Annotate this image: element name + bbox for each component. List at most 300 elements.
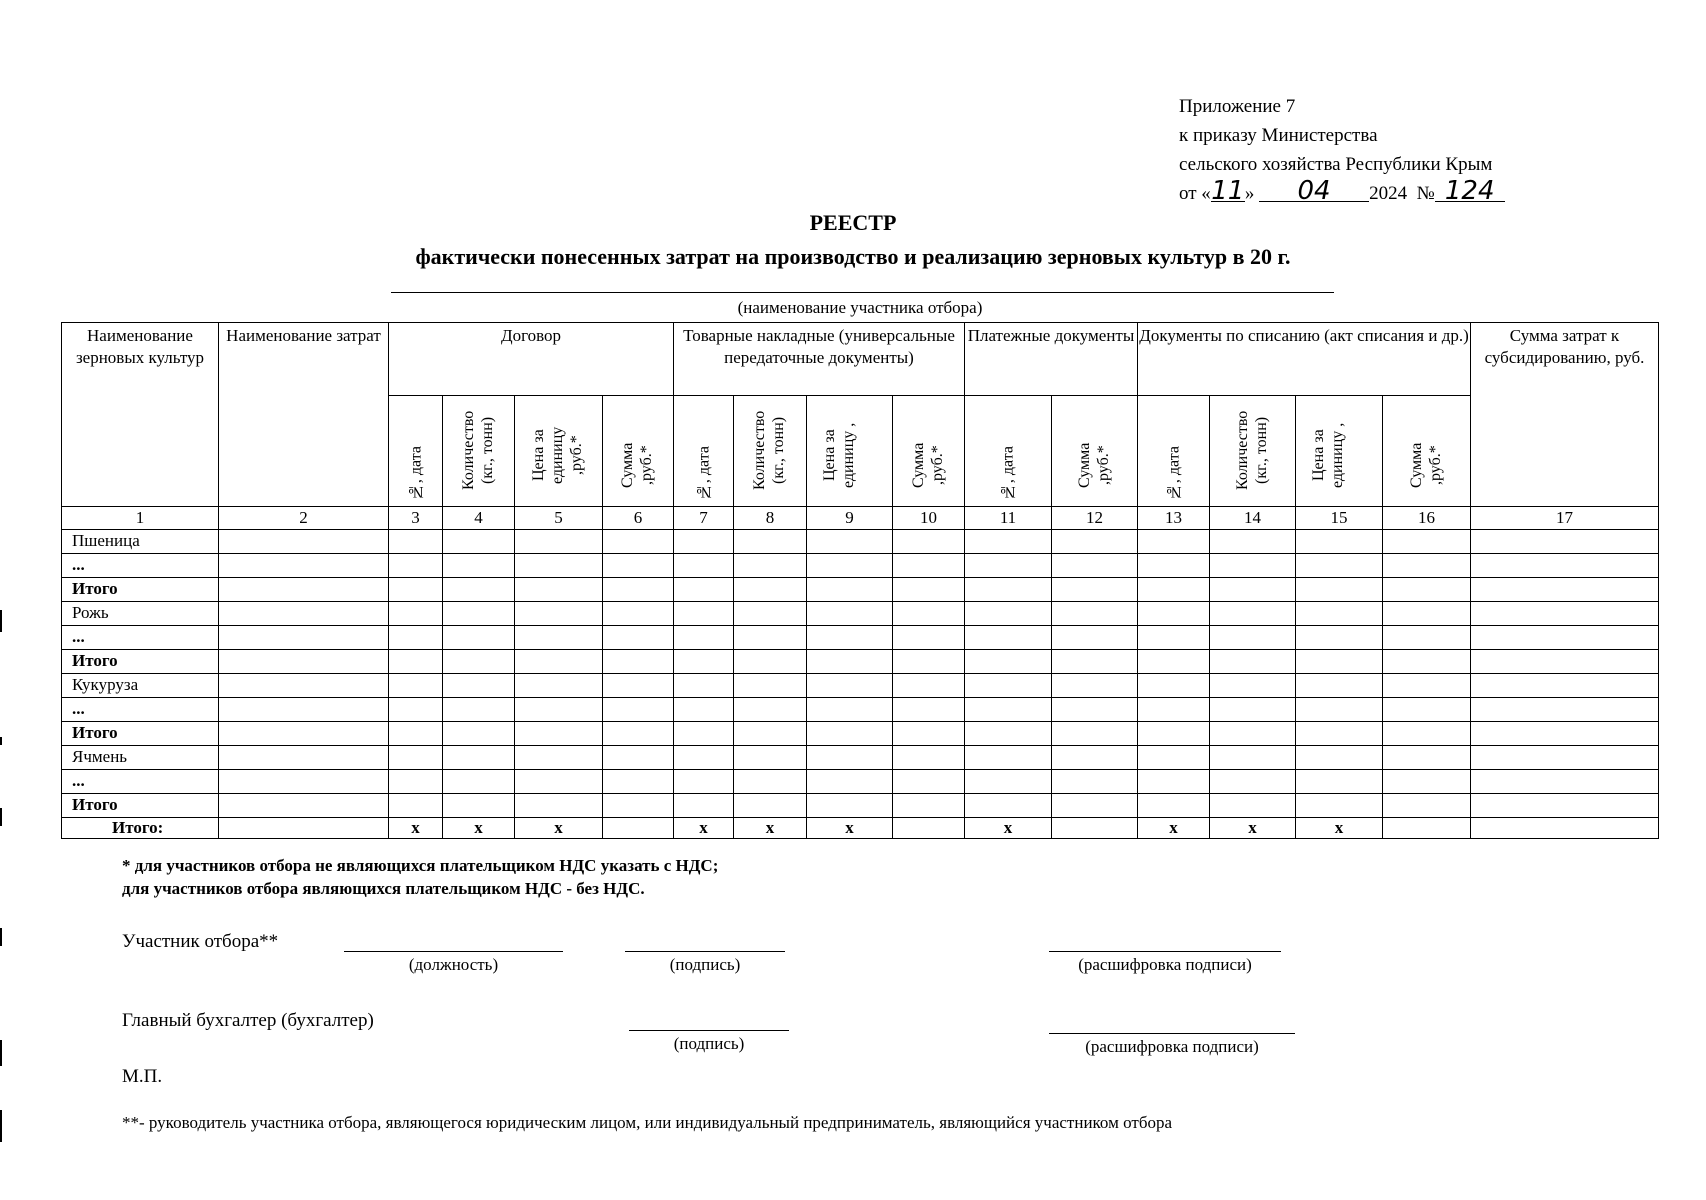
total-cell[interactable]: x [734,818,807,839]
table-cell[interactable] [734,650,807,674]
table-cell[interactable] [965,746,1052,770]
total-row [62,818,1659,839]
table-cell[interactable] [1138,674,1210,698]
table-cell[interactable] [674,698,734,722]
column-number: 10 [893,507,965,530]
handwritten-number: 124 [1435,181,1505,202]
table-row [62,602,1659,626]
table-cell[interactable] [1138,578,1210,602]
table-cell[interactable] [893,530,965,554]
table-cell[interactable] [389,554,443,578]
position-line [344,951,563,952]
table-cell[interactable] [1296,578,1383,602]
subheader-c15: Цена за единицу , [1310,422,1346,488]
vat-note-2: для участников отбора являющихся плательщиком НДС - без НДС. [122,879,645,898]
total-cell[interactable] [1383,818,1471,839]
table-cell[interactable] [734,770,807,794]
table-cell[interactable] [389,770,443,794]
table-cell[interactable] [443,722,515,746]
table-row [62,530,1659,554]
accountant-signature-caption: (подпись) [673,1034,745,1053]
table-cell[interactable] [1471,554,1659,578]
handwritten-day: 11 [1211,176,1245,206]
table-cell[interactable] [219,626,389,650]
table-cell[interactable] [1471,746,1659,770]
table-cell[interactable] [389,626,443,650]
total-cell[interactable]: x [1296,818,1383,839]
table-cell[interactable] [515,674,603,698]
decode-line [1049,951,1281,952]
column-number: 5 [515,507,603,530]
header-invoices: Товарные накладные (универсальные передаточные документы) [674,323,965,396]
table-cell[interactable] [1471,794,1659,818]
total-cell[interactable]: x [443,818,515,839]
year: 2024 [1369,183,1408,204]
total-cell[interactable]: x [965,818,1052,839]
table-cell[interactable] [807,554,893,578]
appendix-block [1179,92,1505,208]
table-cell[interactable] [807,698,893,722]
table-cell[interactable] [515,722,603,746]
table-cell[interactable] [1210,770,1296,794]
table-cell[interactable] [1210,530,1296,554]
table-cell[interactable] [389,602,443,626]
total-cell[interactable]: x [1210,818,1296,839]
table-cell[interactable] [219,770,389,794]
subheader-c9: Цена за единицу , [820,422,857,488]
table-cell[interactable] [443,578,515,602]
table-cell[interactable] [515,794,603,818]
participant-name-line [391,292,1334,293]
table-cell[interactable] [1296,674,1383,698]
table-cell[interactable] [893,794,965,818]
subheader-cell [734,396,807,507]
table-cell[interactable] [1383,794,1471,818]
table-cell[interactable] [1296,554,1383,578]
table-cell[interactable] [674,602,734,626]
table-cell[interactable] [219,746,389,770]
document-title: РЕЕСТР [809,210,897,235]
subheader-c6: Сумма ,руб.* [619,442,655,488]
table-cell[interactable] [674,746,734,770]
table-cell[interactable] [515,578,603,602]
table-cell[interactable] [965,722,1052,746]
column-number: 14 [1210,507,1296,530]
table-cell[interactable] [1210,746,1296,770]
table-cell[interactable] [515,770,603,794]
table-cell[interactable] [674,554,734,578]
column-number: 12 [1052,507,1138,530]
scan-mark [0,808,2,826]
table-cell[interactable] [1296,602,1383,626]
table-cell[interactable] [443,650,515,674]
table-cell[interactable] [1471,602,1659,626]
total-cell[interactable]: x [515,818,603,839]
table-cell[interactable] [893,650,965,674]
subheader-cell [965,396,1052,507]
column-number: 2 [219,507,389,530]
table-cell[interactable] [1138,554,1210,578]
table-cell[interactable] [1052,626,1138,650]
scan-mark [0,737,2,745]
row-label: ... [62,770,219,794]
total-cell[interactable]: x [389,818,443,839]
table-cell[interactable] [1383,650,1471,674]
header-payment: Платежные документы [965,323,1138,396]
table-cell[interactable] [1052,578,1138,602]
table-cell[interactable] [674,650,734,674]
subheader-cell [893,396,965,507]
table-cell[interactable] [1210,674,1296,698]
subheader-c10: Сумма ,руб.* [909,442,946,488]
table-cell[interactable] [734,554,807,578]
table-cell[interactable] [734,626,807,650]
table-cell[interactable] [443,530,515,554]
total-cell[interactable] [219,818,389,839]
table-cell[interactable] [1138,650,1210,674]
subheader-c12: Сумма ,руб.* [1075,442,1112,488]
table-cell[interactable] [603,554,674,578]
table-cell[interactable] [674,770,734,794]
footnote: **- руководитель участника отбора, являющегося юридическим лицом, или индивидуальный предприниматель, являющийся участником отбора [122,1113,1173,1132]
table-cell[interactable] [603,578,674,602]
table-cell[interactable] [1383,530,1471,554]
table-cell[interactable] [893,746,965,770]
table-cell[interactable] [1471,674,1659,698]
table-cell[interactable] [443,626,515,650]
quote-close: » [1244,183,1255,204]
subheader-c4: Количество (кг., тонн) [459,410,496,490]
table-cell[interactable] [603,698,674,722]
table-cell[interactable] [1052,794,1138,818]
total-cell[interactable] [1052,818,1138,839]
table-cell[interactable] [1210,578,1296,602]
table-row [62,626,1659,650]
table-cell[interactable] [965,530,1052,554]
table-cell[interactable] [389,746,443,770]
table-cell[interactable] [734,746,807,770]
table-cell[interactable] [965,674,1052,698]
table-cell[interactable] [1210,554,1296,578]
table-cell[interactable] [893,554,965,578]
table-cell[interactable] [1210,626,1296,650]
column-number: 1 [62,507,219,530]
table-cell[interactable] [219,698,389,722]
table-cell[interactable] [807,602,893,626]
table-cell[interactable] [734,530,807,554]
table-cell[interactable] [1138,626,1210,650]
table-cell[interactable] [893,578,965,602]
subheader-c13: №, дата [1165,445,1182,500]
subheader-cell [1296,396,1383,507]
participant-name-caption: (наименование участника отбора) [737,298,983,317]
table-cell[interactable] [1210,602,1296,626]
table-cell[interactable] [1383,746,1471,770]
table-cell[interactable] [1296,530,1383,554]
table-cell[interactable] [1052,698,1138,722]
subheader-cell [603,396,674,507]
table-cell[interactable] [1052,602,1138,626]
column-number: 6 [603,507,674,530]
table-cell[interactable] [1471,698,1659,722]
table-cell[interactable] [443,698,515,722]
table-cell[interactable] [1052,530,1138,554]
header-sum-subsidy: Сумма затрат к субсидированию, руб. [1471,323,1659,507]
table-cell[interactable] [1296,770,1383,794]
table-cell[interactable] [1210,650,1296,674]
table-cell[interactable] [1138,530,1210,554]
table-cell[interactable] [1471,770,1659,794]
table-cell[interactable] [1471,578,1659,602]
table-cell[interactable] [389,650,443,674]
table-row [62,554,1659,578]
table-cell[interactable] [603,602,674,626]
subheader-cell [1052,396,1138,507]
table-cell[interactable] [674,530,734,554]
table-cell[interactable] [1052,770,1138,794]
table-cell[interactable] [219,674,389,698]
table-cell[interactable] [603,530,674,554]
column-number: 17 [1471,507,1659,530]
signature-line [625,951,785,952]
table-cell[interactable] [1052,650,1138,674]
table-cell[interactable] [807,530,893,554]
table-cell[interactable] [807,746,893,770]
table-cell[interactable] [515,698,603,722]
table-cell[interactable] [1383,698,1471,722]
row-label: Итого [62,578,219,602]
table-cell[interactable] [893,602,965,626]
table-cell[interactable] [603,674,674,698]
table-cell[interactable] [674,722,734,746]
subheader-c14: Количество (кг., тонн) [1233,410,1270,490]
total-cell[interactable] [603,818,674,839]
table-cell[interactable] [1210,698,1296,722]
table-cell[interactable] [603,794,674,818]
table-cell[interactable] [1296,746,1383,770]
table-cell[interactable] [965,698,1052,722]
header-crop: Наименование зерновых культур [62,323,219,507]
table-cell[interactable] [219,722,389,746]
stamp-label: М.П. [122,1066,163,1087]
table-cell[interactable] [674,674,734,698]
table-row [62,650,1659,674]
subheader-cell [389,396,443,507]
table-cell[interactable] [734,698,807,722]
table-cell[interactable] [389,578,443,602]
table-cell[interactable] [965,770,1052,794]
table-cell[interactable] [1296,698,1383,722]
table-cell[interactable] [1138,698,1210,722]
table-cell[interactable] [219,794,389,818]
subheader-cell [674,396,734,507]
table-cell[interactable] [734,674,807,698]
subheader-c16: Сумма ,руб.* [1407,442,1444,488]
table-cell[interactable] [443,674,515,698]
table-cell[interactable] [1383,554,1471,578]
table-cell[interactable] [1210,722,1296,746]
total-cell[interactable]: x [674,818,734,839]
table-cell[interactable] [734,578,807,602]
table-cell[interactable] [1052,746,1138,770]
table-cell[interactable] [965,626,1052,650]
row-label: Итого [62,794,219,818]
table-cell[interactable] [219,554,389,578]
table-cell[interactable] [1383,722,1471,746]
appendix-line1: Приложение 7 [1179,96,1296,117]
table-cell[interactable] [807,674,893,698]
table-cell[interactable] [965,794,1052,818]
table-cell[interactable] [1296,650,1383,674]
column-number: 15 [1296,507,1383,530]
subheader-cell [1383,396,1471,507]
table-cell[interactable] [219,530,389,554]
table-cell[interactable] [389,794,443,818]
table-cell[interactable] [893,626,965,650]
table-cell[interactable] [807,770,893,794]
handwritten-month: 04 [1259,181,1369,202]
table-row [62,674,1659,698]
row-label: Итого [62,650,219,674]
table-cell[interactable] [807,626,893,650]
scan-mark [0,928,2,946]
scan-mark [0,1040,2,1066]
row-label: ... [62,698,219,722]
table-cell[interactable] [734,794,807,818]
table-cell[interactable] [389,674,443,698]
table-cell[interactable] [1138,794,1210,818]
subheader-cell [807,396,893,507]
subheader-cell [443,396,515,507]
total-cell[interactable] [1471,818,1659,839]
column-number: 9 [807,507,893,530]
row-label: Кукуруза [62,674,219,698]
participant-label: Участник отбора** [122,931,279,952]
scan-mark [0,1110,2,1142]
table-cell[interactable] [389,530,443,554]
table-cell[interactable] [219,650,389,674]
table-cell[interactable] [603,770,674,794]
table-cell[interactable] [515,650,603,674]
appendix-line3: сельского хозяйства Республики Крым [1179,154,1493,175]
table-cell[interactable] [515,602,603,626]
table-cell[interactable] [603,746,674,770]
table-cell[interactable] [219,602,389,626]
table-row [62,698,1659,722]
table-cell[interactable] [1210,794,1296,818]
subheader-c7: №, дата [695,445,712,500]
table-cell[interactable] [893,770,965,794]
table-cell[interactable] [515,746,603,770]
table-cell[interactable] [219,578,389,602]
table-cell[interactable] [1296,626,1383,650]
table-cell[interactable] [443,746,515,770]
subheader-c5: Цена за единицу ,руб.* [529,426,585,484]
table-cell[interactable] [893,698,965,722]
subheader-c8: Количество (кг., тонн) [751,410,787,490]
total-label: Итого: [62,818,219,839]
table-cell[interactable] [1138,770,1210,794]
table-row [62,722,1659,746]
table-cell[interactable] [1052,554,1138,578]
table-cell[interactable] [965,554,1052,578]
column-number: 4 [443,507,515,530]
table-cell[interactable] [1471,626,1659,650]
row-label: Ячмень [62,746,219,770]
table-cell[interactable] [1138,746,1210,770]
total-cell[interactable] [893,818,965,839]
table-cell[interactable] [1383,626,1471,650]
table-cell[interactable] [1138,602,1210,626]
table-cell[interactable] [807,794,893,818]
vat-note-1: * для участников отбора не являющихся плательщиком НДС указать с НДС; [122,856,719,875]
table-cell[interactable] [443,554,515,578]
decode-caption: (расшифровка подписи) [1078,955,1252,974]
table-cell[interactable] [1052,674,1138,698]
table-cell[interactable] [603,650,674,674]
total-cell[interactable]: x [1138,818,1210,839]
table-cell[interactable] [1471,530,1659,554]
table-cell[interactable] [443,602,515,626]
table-cell[interactable] [1296,794,1383,818]
table-cell[interactable] [515,554,603,578]
table-cell[interactable] [443,770,515,794]
table-cell[interactable] [603,626,674,650]
table-cell[interactable] [734,602,807,626]
table-cell[interactable] [1471,722,1659,746]
table-cell[interactable] [965,602,1052,626]
total-cell[interactable]: x [807,818,893,839]
table-cell[interactable] [807,650,893,674]
table-cell[interactable] [1383,578,1471,602]
table-cell[interactable] [734,722,807,746]
table-cell[interactable] [1471,650,1659,674]
table-cell[interactable] [965,650,1052,674]
row-label: Пшеница [62,530,219,554]
table-cell[interactable] [515,530,603,554]
table-cell[interactable] [1383,674,1471,698]
table-cell[interactable] [389,698,443,722]
from-prefix: от « [1179,183,1211,204]
accountant-decode-line [1049,1033,1295,1034]
table-cell[interactable] [674,794,734,818]
row-label: Рожь [62,602,219,626]
table-cell[interactable] [603,722,674,746]
table-cell[interactable] [965,578,1052,602]
table-cell[interactable] [1296,722,1383,746]
table-cell[interactable] [389,722,443,746]
accountant-label: Главный бухгалтер (бухгалтер) [122,1010,374,1031]
table-cell[interactable] [1383,770,1471,794]
table-cell[interactable] [1383,602,1471,626]
table-cell[interactable] [1052,722,1138,746]
column-number: 3 [389,507,443,530]
appendix-date-line [1179,176,1505,208]
table-cell[interactable] [807,722,893,746]
subheader-cell [1138,396,1210,507]
table-cell[interactable] [674,626,734,650]
table-cell[interactable] [443,794,515,818]
table-cell[interactable] [674,578,734,602]
number-prefix: № [1416,183,1435,204]
table-cell[interactable] [807,578,893,602]
appendix-line2: к приказу Министерства [1179,125,1378,146]
table-cell[interactable] [515,626,603,650]
position-caption: (должность) [408,955,499,974]
table-cell[interactable] [893,674,965,698]
table-cell[interactable] [893,722,965,746]
table-cell[interactable] [1138,722,1210,746]
